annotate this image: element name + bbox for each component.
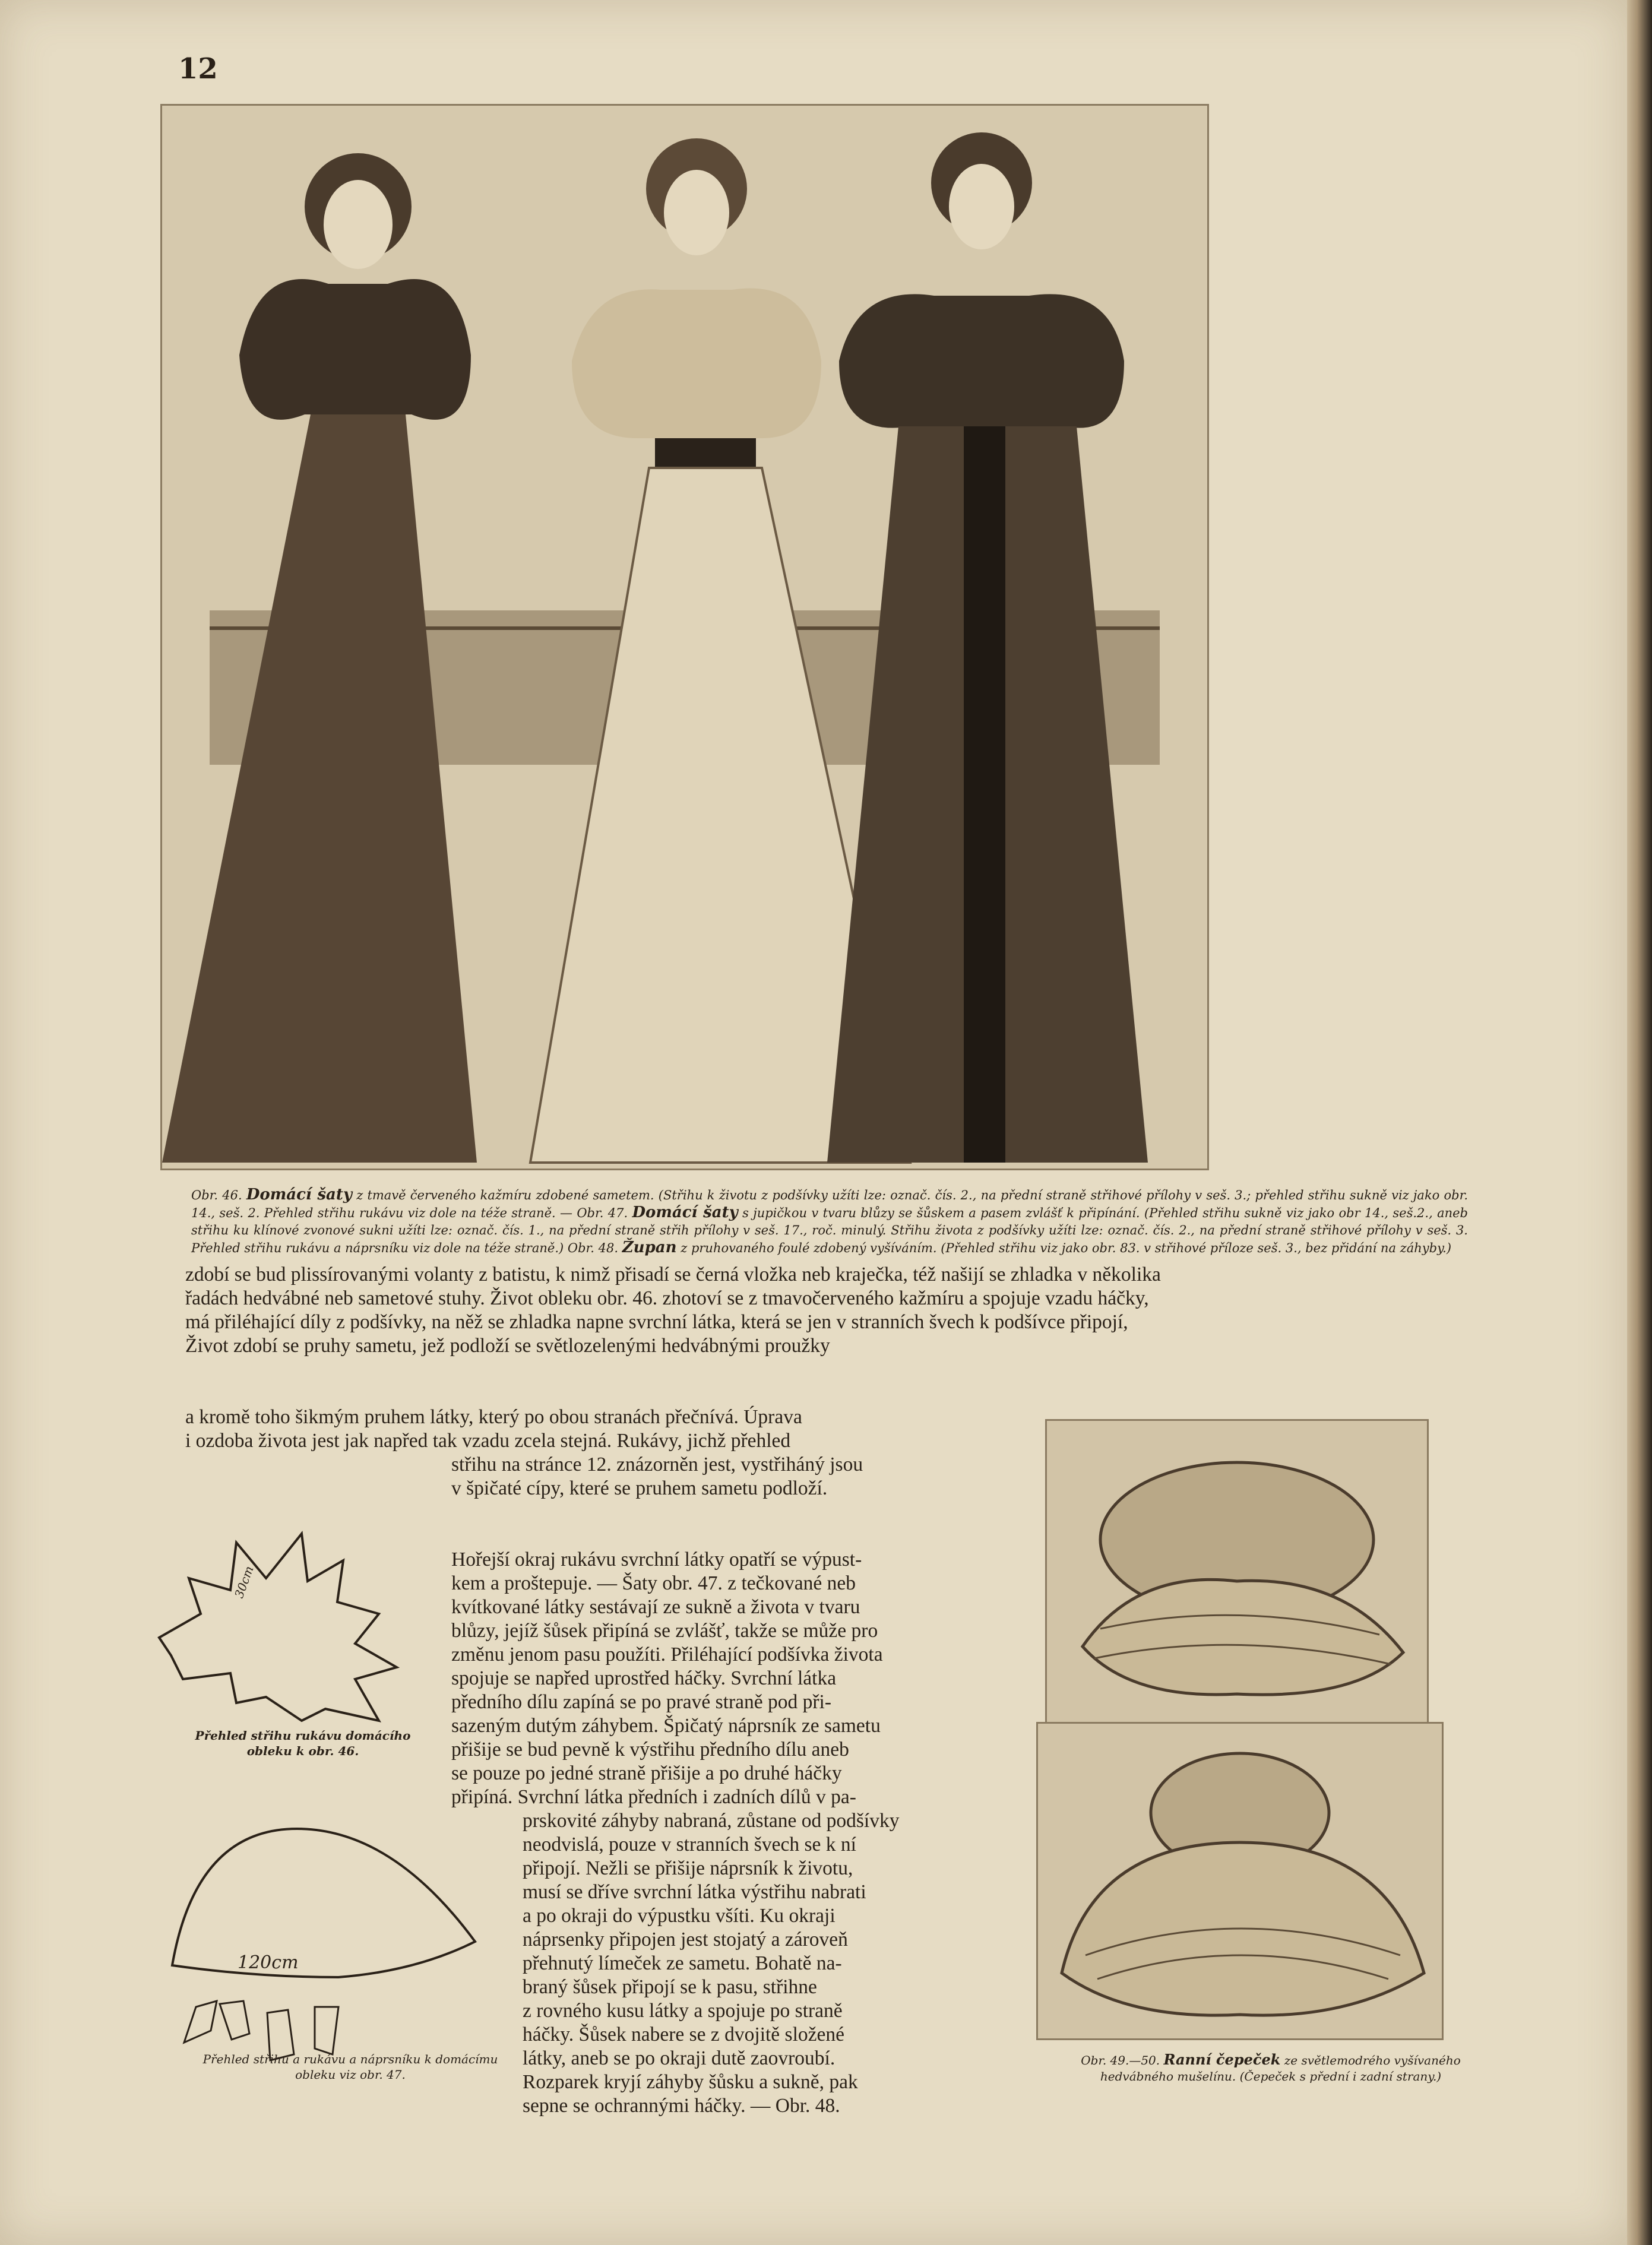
body-line: kvítkované látky sestávají ze sukně a života v tvaru: [451, 1596, 860, 1618]
caption-text: z tmavě červeného kažmíru zdobené sametem. (Střihu k životu z podšívky užíti lze: označ. čís. 2., na přední straně střihové přílohy v seš. 3.; přehled střihu sukně viz jako obr. 14., seš. 2. Přehled střihu rukávu viz dole na téže straně. — Obr. 47.: [191, 1188, 1468, 1220]
body-line: zdobí se bud plissírovanými volanty z batistu, k nimž přisadí se černá vložka neb kraječka, též našijí se zhladka v několika: [185, 1264, 1161, 1285]
body-line: a po okraji do výpustku všíti. Ku okraji: [523, 1905, 836, 1927]
caption-text-2: s jupičkou v tvaru blůzy se šůskem a pasem zvlášť k připínání. (Přehled střihu sukně viz jako obr 14., seš.2., aneb střihu ku klínové zvonové sukni užíti lze: označ. čís. 1., na přední straně střih přílohy v seš. 17., roč. minulý. Střihu života z podšívky užíti lze: označ. čís. 2., na přední straně střihové přílohy v seš. 3. Přehled střihu rukávu a náprsníku viz dole na téže straně.) Obr. 48.: [191, 1206, 1468, 1255]
body-line: přehnutý límeček ze sametu. Bohatě na-: [523, 1952, 842, 1974]
body-line: prskovité záhyby nabraná, zůstane od podšívky: [523, 1810, 900, 1832]
body-line: spojuje se napřed uprostřed háčky. Svrchní látka: [451, 1667, 837, 1689]
body-line: musí se dříve svrchní látka výstřihu nabrati: [523, 1881, 866, 1903]
body-line: i ozdoba života jest jak napřed tak vzadu zcela stejná. Rukávy, jichž přehled: [185, 1430, 791, 1452]
bonnet-caption-title: Ranní čepeček: [1163, 2051, 1281, 2068]
page-number: 12: [178, 52, 218, 86]
bonnet-front-illustration: [1045, 1419, 1429, 1743]
body-line: předního dílu zapíná se po pravé straně pod při-: [451, 1691, 832, 1713]
body-line: neodvislá, pouze v stranních švech se k ní: [523, 1834, 856, 1855]
body-line: řadách hedvábné neb sametové stuhy. Život obleku obr. 46. zhotoví se z tmavočerveného kažmíru a spojuje vzadu háčky,: [185, 1287, 1149, 1309]
body-line: sazeným dutým záhybem. Špičatý náprsník ze sametu: [451, 1715, 881, 1737]
body-paragraph-mid-2: [451, 1548, 993, 1809]
body-line: látky, aneb se po okraji dutě zaovroubí.: [523, 2047, 836, 2069]
page-edge: [1627, 0, 1652, 2245]
skirt-pattern-caption: Přehled střihu a rukávu a náprsníku k domácímu obleku viz obr. 47.: [202, 2052, 498, 2082]
body-paragraph-mid-1: [185, 1405, 993, 1500]
bonnet-back-illustration: [1036, 1722, 1444, 2040]
body-line: Život zdobí se pruhy sametu, jež podloží se světlozelenými hedvábnými proužky: [185, 1335, 830, 1357]
sleeve-pattern-outline: [147, 1525, 444, 1727]
body-line: připíná. Svrchní látka předních i zadních dílů v pa-: [451, 1786, 856, 1808]
body-paragraph-mid-3: [523, 1809, 993, 2118]
bonnet-front-drawing: [1047, 1421, 1427, 1741]
body-paragraph-full: [185, 1263, 1474, 1358]
fashion-plate-illustration: [160, 104, 1209, 1170]
bonnet-caption-prefix: Obr. 49.—50.: [1081, 2053, 1160, 2067]
caption-title: Domácí šaty: [246, 1186, 352, 1204]
skirt-pattern-diagram: [160, 1805, 493, 2090]
fashion-plate-drawing: [162, 106, 1207, 1169]
body-line: přišije se bud pevně k výstřihu předního dílu aneb: [451, 1739, 849, 1760]
body-line: braný šůsek připojí se k pasu, střihne: [523, 1976, 817, 1998]
caption-text-3: z pruhovaného foulé zdobený vyšíváním. (Přehled střihu viz jako obr. 83. v střihové příloze seš. 3., bez přidání na záhyby.): [681, 1241, 1452, 1255]
body-line: připojí. Nežli se přišije náprsník k životu,: [523, 1857, 853, 1879]
skirt-measure-label: 120cm: [238, 1952, 299, 1973]
body-line: se pouze po jedné straně přišije a po druhé háčky: [451, 1762, 842, 1784]
body-line: střihu na stránce 12. znázorněn jest, vystřiháný jsou: [451, 1454, 863, 1475]
body-line: z rovného kusu látky a spojuje po straně: [523, 2000, 843, 2022]
sleeve-measure-label: 30cm: [232, 1564, 257, 1600]
body-line: náprsenky připojen jest stojatý a zároveň: [523, 1929, 848, 1950]
sleeve-pattern-caption: Přehled střihu rukávu domácího obleku k obr. 46.: [195, 1728, 411, 1758]
body-line: v špičaté cípy, které se pruhem sametu podloží.: [451, 1477, 828, 1499]
body-line: kem a proštepuje. — Šaty obr. 47. z tečkované neb: [451, 1572, 856, 1594]
figure-caption: [191, 1186, 1468, 1257]
body-line: háčky. Šůsek nabere se z dvojitě složené: [523, 2024, 845, 2045]
body-line: a kromě toho šikmým pruhem látky, který po obou stranách přečnívá. Úprava: [185, 1406, 802, 1428]
caption-title-3: Župan: [622, 1239, 677, 1256]
body-line: Rozparek kryjí záhyby šůsku a sukně, pak: [523, 2071, 858, 2093]
body-line: sepne se ochrannými háčky. — Obr. 48.: [523, 2095, 840, 2117]
body-line: má přiléhající díly z podšívky, na něž se zhladka napne svrchní látka, která se jen v stranních švech k podšívce připojí,: [185, 1311, 1128, 1333]
bonnet-caption: [1045, 2051, 1496, 2085]
bonnet-caption-text: ze světlemodrého vyšívaného hedvábného mušelínu. (Čepeček s přední i zadní strany.): [1100, 2053, 1461, 2083]
sleeve-pattern-diagram: [147, 1525, 444, 1727]
caption-prefix: Obr. 46.: [191, 1188, 242, 1202]
body-line: Hořejší okraj rukávu svrchní látky opatří se výpust-: [451, 1549, 862, 1570]
body-line: blůzy, jejíž šůsek připíná se zvlášť, takže se může pro: [451, 1620, 878, 1642]
skirt-pattern-outline: [160, 1805, 493, 2090]
bonnet-back-drawing: [1038, 1724, 1442, 2038]
caption-title-2: Domácí šaty: [632, 1204, 738, 1221]
body-line: změnu jenom pasu použíti. Přiléhající podšívka života: [451, 1644, 883, 1665]
